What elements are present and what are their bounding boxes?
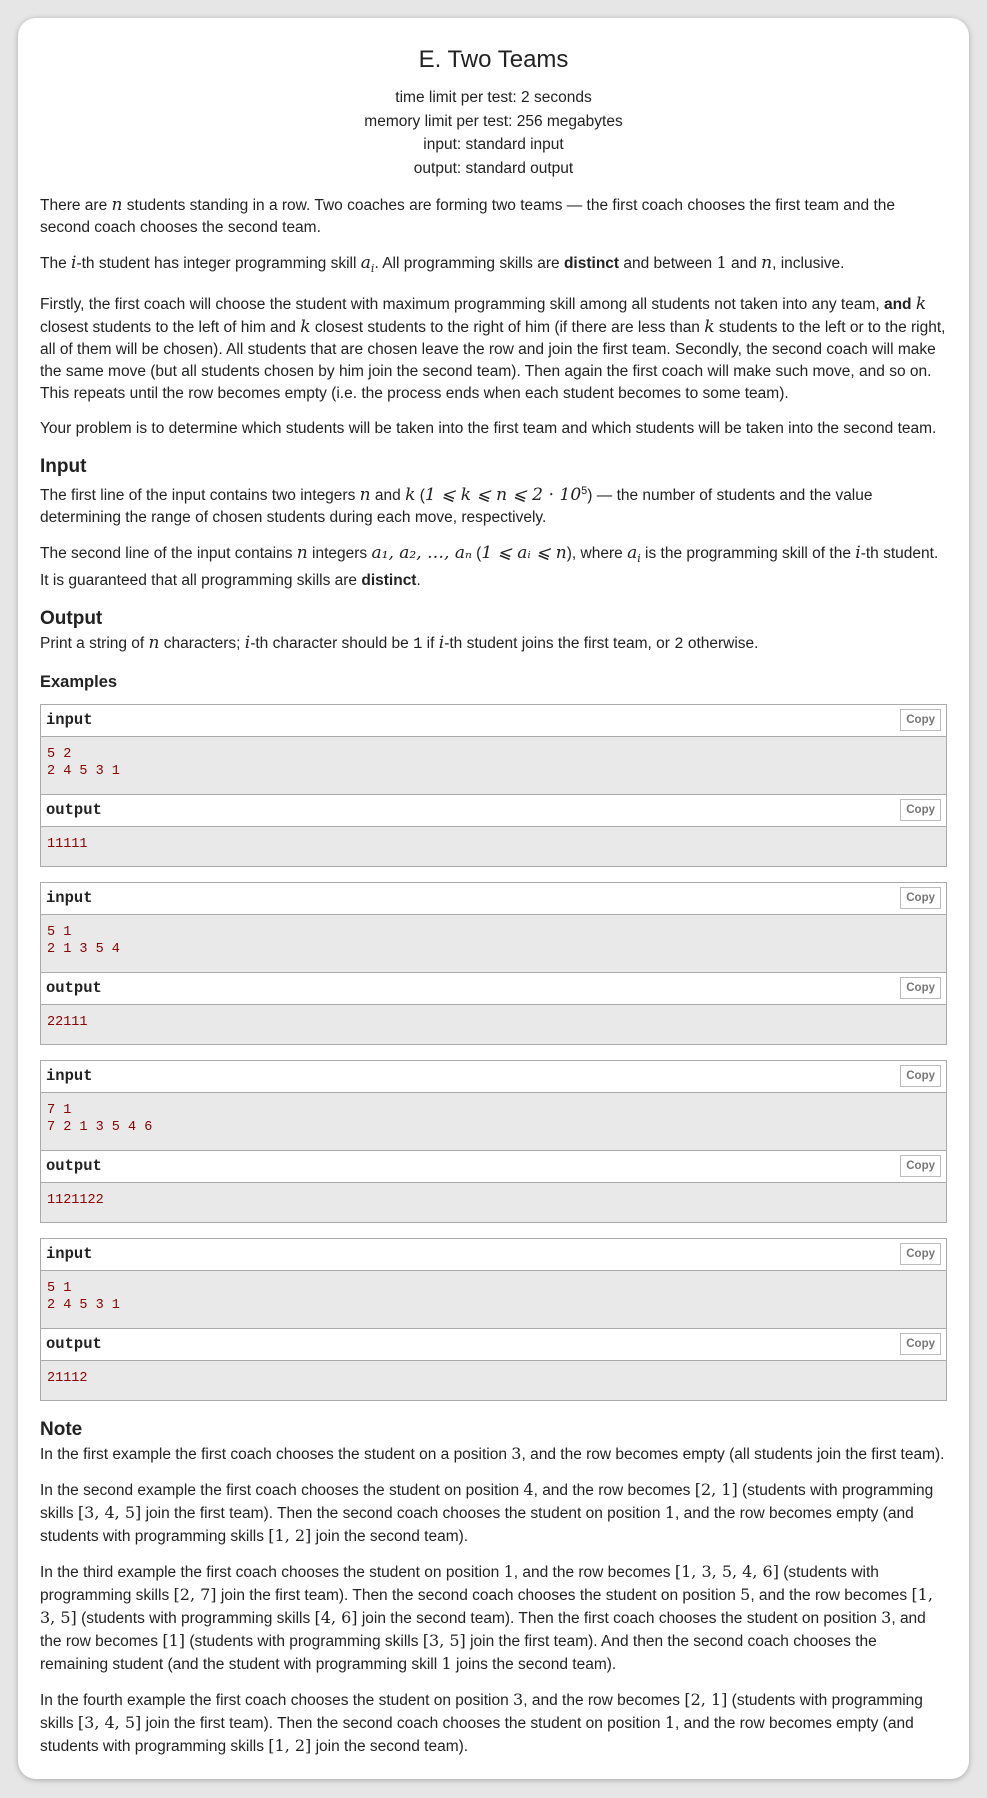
input-paragraph: The second line of the input contains n integers a₁, a₂, …, aₙ (1 ⩽ aᵢ ⩽ n), where $a_i$ is the programming skill of the i-th student. It is guaranteed that all programming skills are distinct. bbox=[40, 543, 939, 590]
sample-output: 11111 bbox=[41, 827, 946, 866]
output-header: output Copy bbox=[41, 973, 946, 1005]
time-limit: time limit per test: 2 seconds bbox=[395, 89, 592, 106]
input-section-title: Input bbox=[40, 456, 87, 478]
example-1 bbox=[40, 704, 947, 867]
copy-button[interactable]: Copy bbox=[900, 799, 941, 821]
copy-button[interactable]: Copy bbox=[900, 1065, 941, 1087]
output-header: output Copy bbox=[41, 795, 946, 827]
output-section-title: Output bbox=[40, 608, 103, 630]
output-header: output Copy bbox=[41, 1151, 946, 1183]
note-paragraph: In the third example the first coach chooses the student on position 1, and the row becomes [1, 3, 5, 4, 6] (students with programming skills [2, 7] join the first team). Then the second coach chooses the student on position 5, and the row becomes [1, 3, 5] (students with programming skills [4, 6] join the second team). Then the first coach chooses the student on position 3, and the row becomes [1] (students with programming skills [3, 5] join the first team). And then the second coach chooses the remaining student (and the student with programming skill 1 joins the second team). bbox=[40, 1562, 933, 1674]
sample-output: 1121122 bbox=[41, 1183, 946, 1222]
sample-output: 22111 bbox=[41, 1005, 946, 1044]
statement-paragraph: Firstly, the first coach will choose the student with maximum programming skill among all students not taken into any team, and k closest students to the left of him and k closest students to the right of him (if there are less than k students to the left or to the right, all of them will be chosen). All students that are chosen leave the row and join the first team. Secondly, the second coach will make the same move (but all students chosen by him join the second team). Then again the first coach will make such move, and so on. This repeats until the row becomes empty (i.e. the process ends when each student becomes to some team). bbox=[40, 294, 946, 403]
output-file: output: standard output bbox=[413, 159, 574, 177]
output-header: output Copy bbox=[41, 1329, 946, 1361]
sample-input: 5 2 2 4 5 3 1 bbox=[41, 737, 946, 795]
copy-button[interactable]: Copy bbox=[900, 1243, 941, 1265]
copy-button[interactable]: Copy bbox=[900, 709, 941, 731]
example-4 bbox=[40, 1238, 947, 1401]
statement-paragraph: Your problem is to determine which students will be taken into the first team and which students will be taken into the second team. bbox=[40, 420, 937, 438]
sample-input: 5 1 2 4 5 3 1 bbox=[41, 1271, 946, 1329]
sample-input: 7 1 7 2 1 3 5 4 6 bbox=[41, 1093, 946, 1151]
input-header: input Copy bbox=[41, 705, 946, 737]
sample-output: 21112 bbox=[41, 1361, 946, 1400]
copy-button[interactable]: Copy bbox=[900, 887, 941, 909]
statement-paragraph: There are n students standing in a row. Two coaches are forming two teams — the first coach chooses the first team and the second coach chooses the second team. bbox=[40, 195, 895, 236]
statement-paragraph: The i-th student has integer programming skill $a_i$. All programming skills are distinct and between 1 and n, inclusive. bbox=[40, 253, 845, 276]
output-paragraph: Print a string of n characters; i-th character should be 1 if i-th student joins the first team, or 2 otherwise. bbox=[40, 633, 759, 654]
example-3 bbox=[40, 1060, 947, 1223]
limits-block bbox=[40, 86, 947, 180]
statement bbox=[40, 194, 947, 440]
input-file: input: standard input bbox=[423, 136, 564, 153]
input-paragraph: The first line of the input contains two integers n and k (1 ⩽ k ⩽ n ⩽ $2 \cdot 10^5$) — the number of students and the value determining the range of chosen students during each move, respectively. bbox=[40, 485, 873, 527]
note-title: Note bbox=[40, 1419, 83, 1441]
note-paragraph: In the first example the first coach chooses the student on a position 3, and the row becomes empty (all students join the first team). bbox=[40, 1444, 945, 1464]
problem-card bbox=[18, 18, 969, 1779]
input-header: input Copy bbox=[41, 1061, 946, 1093]
copy-button[interactable]: Copy bbox=[900, 1155, 941, 1177]
sample-input: 5 1 2 1 3 5 4 bbox=[41, 915, 946, 973]
copy-button[interactable]: Copy bbox=[900, 977, 941, 999]
note-paragraph: In the fourth example the first coach chooses the student on position 3, and the row becomes [2, 1] (students with programming skills [3, 4, 5] join the first team). Then the second coach chooses the student on position 1, and the row becomes empty (and students with programming skills [1, 2] join the second team). bbox=[40, 1690, 923, 1756]
input-header: input Copy bbox=[41, 1239, 946, 1271]
example-2 bbox=[40, 882, 947, 1045]
note-paragraph: In the second example the first coach chooses the student on position 4, and the row becomes [2, 1] (students with programming skills [3, 4, 5] join the first team). Then the second coach chooses the student on position 1, and the row becomes empty (and students with programming skills [1, 2] join the second team). bbox=[40, 1480, 934, 1546]
problem-title: E. Two Teams bbox=[418, 46, 569, 73]
input-header: input Copy bbox=[41, 883, 946, 915]
memory-limit: memory limit per test: 256 megabytes bbox=[364, 112, 623, 130]
copy-button[interactable]: Copy bbox=[900, 1333, 941, 1355]
examples-title: Examples bbox=[40, 673, 118, 692]
